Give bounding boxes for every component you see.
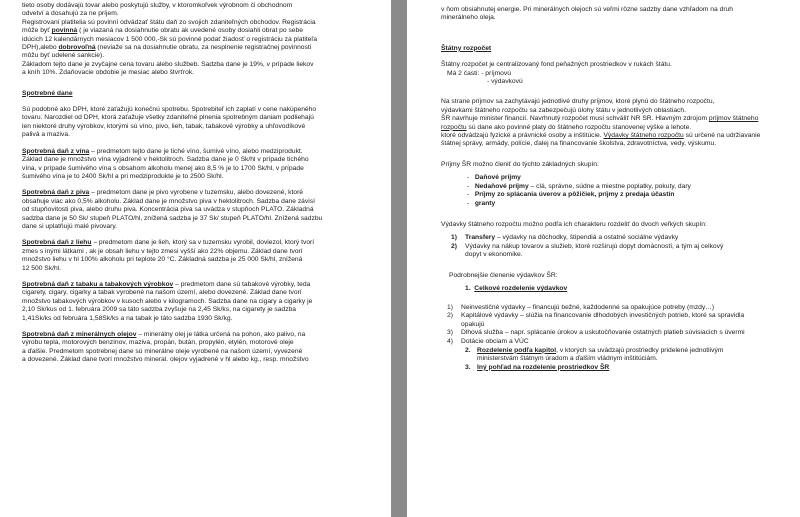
text-line: ktoré odvádzajú fyzické a právnické osoby a inštitúcie. Výdavky štátneho rozpočtu sú určené na udržiavanie bbox=[441, 132, 761, 140]
term-voluntary: dobrovoľná bbox=[58, 44, 96, 52]
text-line: 12 500 Sk/hl. bbox=[22, 264, 62, 272]
text-line: výrobu tepla, motorových benzínov, maziva, propán, bután, propylén, etylén, motorové oleje bbox=[22, 339, 294, 347]
subheading-beer: Spotrebná daň z piva bbox=[22, 189, 90, 197]
text-line: - výdavkovú bbox=[487, 78, 523, 86]
document-page-right bbox=[407, 0, 800, 517]
text-line: Základom tejto dane je zvyčajne cena tovaru alebo službeb. Sadzba dane je 19%, v prípade liekov bbox=[22, 60, 314, 68]
text-line: Výdavky štátneho rozpočtu možno podľa ich charakteru rozdeliť do dvoch veľkých skupín: bbox=[441, 220, 707, 228]
text-line: rozpočtu sú dane ako povinné platy do štátneho rozpočtu stanovenej výške a lehote. bbox=[441, 123, 692, 131]
list-item: ministerstvám štátnym úradom a ďalším vládnym inštitúciám. bbox=[477, 355, 658, 363]
text-line: Príjmy ŠR možno členiť do týchto základných skupín: bbox=[441, 160, 599, 168]
text-line: v ňom obsiahnutej energie. Pri minerálnych olejoch sú veľmi rôzne sadzby dane vzhľadom na druh bbox=[441, 6, 733, 13]
text-line: obsahuje viac ako 0,5% alkoholu. Základ dane je množstvo piva v hektolitroch. Sadzba dane závisí bbox=[22, 197, 315, 205]
section-heading-budget: Štátny rozpočet bbox=[441, 44, 492, 52]
text-line: vína, v prípade šumivého vína s obsahom alkoholu menej ako 8,5 % je to 1700 Sk/hl, v prípade bbox=[22, 164, 304, 172]
detail-headings-list bbox=[441, 347, 788, 373]
text-line: Štátny rozpočet je centralizovaný fond peňažných prostriedkov v rukách štátu. bbox=[441, 61, 672, 69]
term-mandatory: povinná bbox=[51, 27, 78, 35]
subheading-wine: Spotrebná daň z vína bbox=[22, 147, 90, 155]
text-line: dane si uplatňujú malé pivovary. bbox=[22, 222, 118, 230]
text-line: idúcich 12 kalendárnych mesiacov 1 500 000,-Sk sú povinné podať žiadosť o registráciu za platiteľa bbox=[22, 35, 318, 43]
revenue-groups-list bbox=[441, 174, 788, 208]
text-line: odvetví a dosahujú za ne príjem. bbox=[22, 10, 119, 18]
text-line: Má 2 časti: - príjmovú bbox=[447, 69, 511, 77]
text-line: minerálneho oleja. bbox=[441, 14, 496, 22]
text-line: Registrovaní platitelia sú povinní odvádzať štátu daň zo svojich zdaniteľných obchodov. Registrácia bbox=[22, 18, 316, 26]
text-line: a ďalšie. Predmetom spotrebnej dane sú minerálne oleje vyrobené na našom území, vyvezené bbox=[22, 347, 303, 355]
text-line: zmes s inými látkami , ak je obsah liehu v tejto zmesi vyšší ako 22% objemu. Základ dane tvorí bbox=[22, 247, 303, 255]
text-line: Sú podobné ako DPH, ktoré zaťažujú konečnú spotrebu. Spotrebiteľ ich zaplatí v cene nakúpeného bbox=[22, 106, 317, 114]
section-heading-excise: Spotrebné dane bbox=[22, 89, 73, 97]
text-line: môžu byť udelené sankcie). bbox=[22, 52, 105, 60]
text-line: Spotrebná daň z piva – predmetom dane je pivo vyrobene v tuzemsku, alebo dovezené, ktoré bbox=[22, 189, 304, 197]
list-item: - Nedaňové príjmy – clá, správne, súdne a miestne poplatky, pokuty, dary bbox=[467, 182, 691, 190]
document-page-left bbox=[0, 0, 391, 517]
text-line: a kníh 10%. Zdaňovacie obdobie je mesiac alebo štvrťrok. bbox=[22, 69, 195, 77]
list-item: 1) Transfery – výdavky na dôchodky, štipendiá a ostatné sociálne výdavky bbox=[451, 234, 679, 242]
list-item: 1) Neinvestičné výdavky – financujú bežné, každodenné sa opakujúce potreby (mzdy…) bbox=[447, 303, 715, 311]
list-item: 4) Dotácie obciam a VÚC bbox=[447, 338, 529, 346]
detail-heading-2: 2. Rozdelenie podľa kapitol, v ktorých sa uvádzajú prostriedky pridelené jednotlivým bbox=[465, 346, 724, 354]
text-line: Na strane príjmov sa zachytávajú jednotlivé druhy príjmov, ktoré plynú do štátneho rozpočtu, bbox=[441, 98, 715, 106]
text-line: šumivého vína je to 2400 Sk/hl a pri medziprodukte je to 2500 Sk/hl. bbox=[22, 172, 224, 180]
text-line: ŠR navrhuje minister financií. Navrhnutý rozpočet musí schváliť NR SR. Hlavným zdrojom príjmov štátneho bbox=[441, 115, 759, 123]
list-item: opakujú bbox=[461, 320, 485, 328]
text-line: Základ dane je množstvo vína vyjadrené v hektolitroch. Sadzba dane je 0 Sk/hl v prípade tichého bbox=[22, 156, 309, 164]
detail-heading-3: 3. Iný pohľad na rozdelenie prostriedkov ŠR bbox=[465, 363, 610, 371]
text-line: 2,10 Sk/kus od 1. februára 2009 sa táto sadzba zvyšuje na 2,45 Sk/ks, na cigarety je sadzba bbox=[22, 306, 296, 314]
subheading-spirit: Spotrebná daň z liehu bbox=[22, 239, 92, 247]
list-item: - granty bbox=[467, 200, 496, 208]
detail-heading-1: 1. Celkové rozdelenie výdavkov bbox=[465, 285, 568, 293]
text-line: a dovezené. Základ dane tvorí množstvo mineral. olejov vyjadrené v hl alebo kg., resp. množstvo bbox=[22, 356, 309, 364]
text-line: palivá a maziva. bbox=[22, 131, 70, 139]
text-line: sadzba dane je 50 Sk/ stupeň PLATO/hl, znížená sadzba je 37 Sk/ stupeň PLATO/hl. Znížená sadzbu bbox=[22, 214, 323, 222]
list-item: - Príjmy zo splácania úverov a pôžičiek, príjmy z predaja účastín bbox=[467, 191, 675, 199]
text-line: cigarety, cigary, cigarky a tabak vyrobené na našom území, alebo dovezené. Základ dane tvorí bbox=[22, 289, 302, 297]
text-line: od stupňovitosti piva, alebo druhu piva. Koncentrácia piva sa uvádza v stupňoch PLATO. Základná bbox=[22, 206, 314, 214]
text-line: 1,41Sk/ks od februára 1,58Sk/ks a na tabak je táto sadzba 1930 Sk/kg. bbox=[22, 314, 233, 322]
list-item: 2) Výdavky na nákup tovarov a služieb, ktoré rozširujú dopyt domácností, a tým aj celkový bbox=[451, 242, 724, 250]
list-item: 3) Dlhová služba – napr. splácanie úrokov a uskutočňovanie ostatných platieb súvisiacich s úvermi bbox=[447, 329, 745, 337]
text-line: len niektoré druhy výrobkov, ktorými sú víno, pivo, lieh, tabak, tabakové výrobky a uhľovodíkové bbox=[22, 122, 306, 130]
text-line: množstvo tabakových výrobkov v kusoch alebo v kilogramoch. Sadzba dane na cigary a cigarky je bbox=[22, 297, 313, 305]
text-line: výdavkami štátneho rozpočtu sa zabezpečujú úlohy štátu v jednotlivých oblastiach. bbox=[441, 106, 686, 114]
subheading-mineral-oil: Spotrebná daň z minerálnych olejov bbox=[22, 331, 137, 338]
text-line: Spotrebná daň z liehu – predmetom dane je lieh, ktorý sa v tuzemsku vyrobil, doviezol, ktorý tvorí bbox=[22, 239, 315, 247]
list-item: 2) Kapitálové výdavky – slúžia na financovanie dlhodobých investičných potrieb, ktoré sa spravidla bbox=[447, 312, 745, 320]
expense-groups-list bbox=[441, 234, 788, 260]
text-line: Podrobnejšie členenie výdavkov ŠR: bbox=[449, 271, 558, 279]
text-line: môže byť povinná ( je viazaná na dosiahnutie obratu ak uvedené osoby dosiahli obrat po sebe bbox=[22, 27, 303, 35]
text-line: tieto osoby dodávajú tovar alebo poskytujú služby, v ktoromkoľvek výrobnom či obchodnom bbox=[22, 2, 293, 9]
text-line: množstvo liehu v hl 100% alkoholu pri teplote 20 °C. Základná sadzba je 25 000 Sk/hl, znížená bbox=[22, 256, 303, 264]
list-item: - Daňové príjmy bbox=[467, 174, 521, 182]
detail-items-list bbox=[441, 304, 788, 347]
text-line: Spotrebná daň z vína – predmetom tejto dane je tiché víno, šumivé víno, alebo medziprodukt. bbox=[22, 147, 303, 155]
list-item: dopyt v ekonomike. bbox=[465, 251, 523, 259]
subheading-tobacco: Spotrebná daň z tabaku a tabakových výrobkov bbox=[22, 280, 174, 288]
text-line: Spotrebná daň z tabaku a tabakových výrobkov – predmetom dane sú tabakové výrobky, teda bbox=[22, 280, 311, 288]
text-line: štátnej správy, armády, polície, ďalej na financovanie školstva, zdravotníctva, vedy, výskumu. bbox=[441, 140, 717, 148]
text-line: Spotrebná daň z minerálnych olejov – minerálny olej je látka určená na pohon, ako palivo, na bbox=[22, 331, 306, 338]
text-line: DPH),alebo dobrovoľná (neviaže sa na dosiahnutie obratu, za nesplnenie registračnej povinnosti bbox=[22, 44, 312, 52]
text-line: tovaru. Narozdiel od DPH, ktorá zaťažuje všetky zdaniteľné plnenia spotrebným daniam podliehajú bbox=[22, 114, 314, 122]
